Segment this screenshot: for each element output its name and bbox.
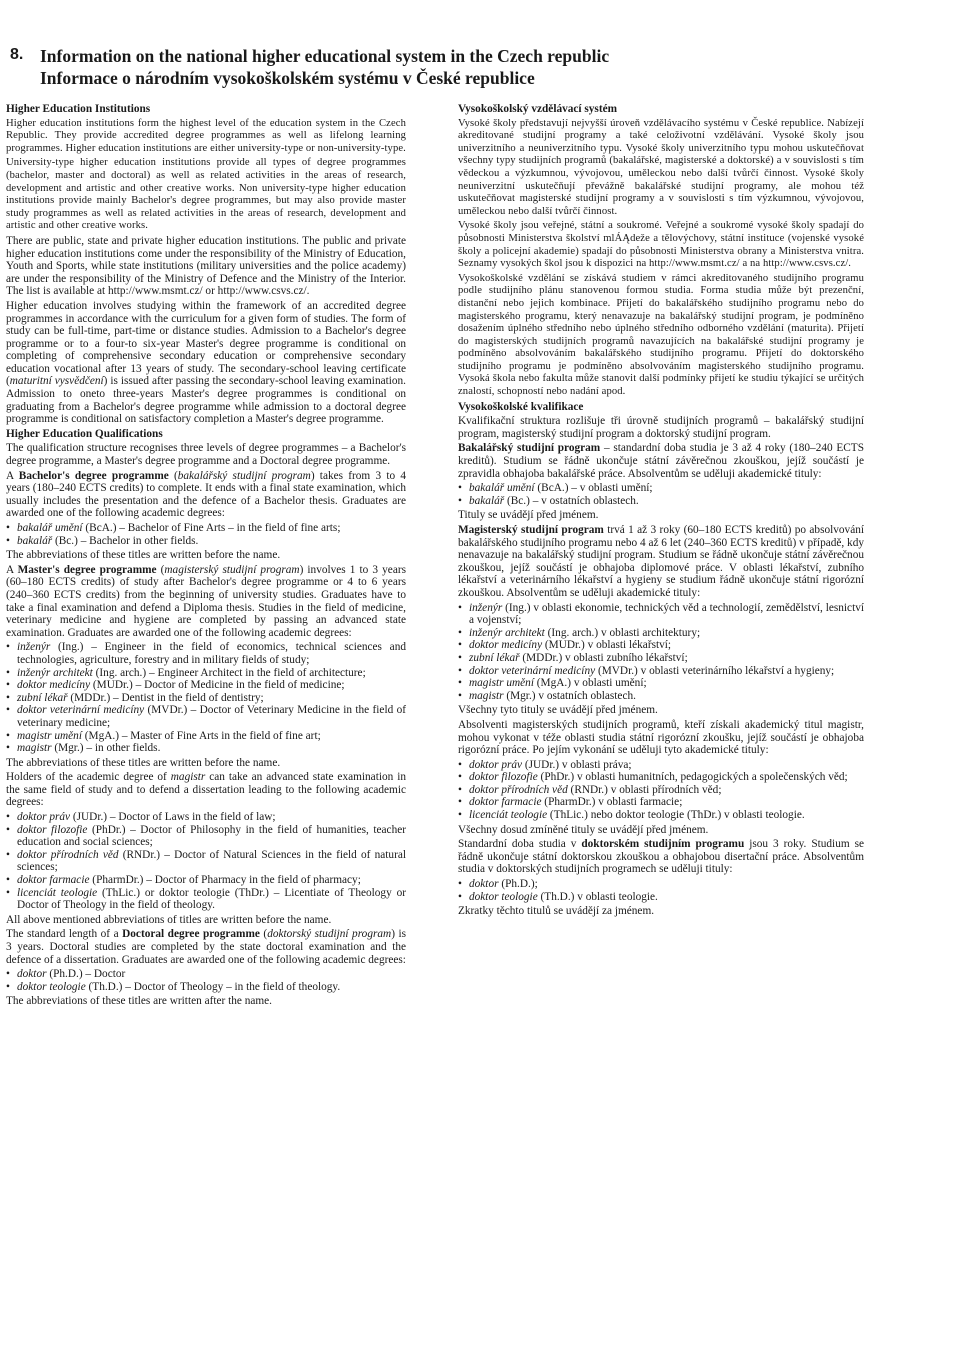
list-item: • doktor filozofie (PhDr.) v oblasti humanitních, pedagogických a společenských věd; bbox=[458, 771, 864, 784]
master-degree-list-cz bbox=[458, 602, 864, 703]
list-item: • bakalář umění (BcA.) – v oblasti umění; bbox=[458, 482, 864, 495]
list-item: • doktor přírodních věd (RNDr.) v oblasti přírodních věd; bbox=[458, 784, 864, 797]
list-item: • doktor práv (JUDr.) – Doctor of Laws in the field of law; bbox=[6, 811, 406, 824]
list-item: • doktor přírodních věd (RNDr.) – Doctor of Natural Sciences in the field of natural sciences; bbox=[6, 849, 406, 874]
list-item: • doktor veterinární medicíny (MVDr.) v oblasti veterinárního lékařství a hygieny; bbox=[458, 665, 864, 678]
paragraph: The abbreviations of these titles are written before the name. bbox=[6, 549, 281, 562]
paragraph: Vysoké školy představují nejvyšší úroveň vzdělávacího systému v České republice. Nabízejí akreditované studijní programy a také celoživotní vzdělávání. Vysoké školy jsou univerzitního a neuniverzitního typu. Vysoké školy univerzitního typu mohou uskutečňovat všechny typy studijních programů (bakalářské, magisterské a doktorské) a v souvislosti s tím vědeckou a výzkumnou, vývojovou, uměleckou nebo další tvůrčí činnost. Vysoké školy neuniverzitní uskutečňují převážně bakalářské studijní programy, ale mohou též uskutečňovat magisterské studijní programy a v souvislosti s tím výzkumnou, vývojovou, uměleckou nebo další tvůrčí činnost. bbox=[458, 117, 864, 217]
english-column bbox=[6, 103, 406, 1010]
list-item: • magistr umění (MgA.) – Master of Fine Arts in the field of fine art; bbox=[6, 730, 406, 743]
section-number: 8. bbox=[10, 46, 24, 63]
list-item: • bakalář (Bc.) – v ostatních oblastech. bbox=[458, 495, 864, 508]
list-item: • doktor veterinární medicíny (MVDr.) – Doctor of Veterinary Medicine in the field of veterinary medicine; bbox=[6, 704, 406, 729]
list-item: • doktor farmacie (PharmDr.) – Doctor of Pharmacy in the field of pharmacy; bbox=[6, 874, 406, 887]
paragraph: Vysokoškolské vzdělání se získává studiem v rámci akreditovaného studijního programu podle studijního plánu stanovenou formou studia. Forma studia může být prezenční, distanční nebo jejich kombinace. Přijetí do bakalářského studijního programu nebo do magisterského programu, který nenavazuje na bakalářský studijní program, je podmíněno dosažením úplného středního nebo úplného středního odborného vzdělání (maturita). Přijetí do magisterských studijních programů navazujících na bakalářské studijní programy je podmíněno absolvováním bakalářského studijního programu. Přijetí do doktorského studijního programu je podmíněno absolvováním magisterského studijního programu. Vysoká škola nebo fakulta může stanovit další podmínky přijetí ke studiu týkající se určitých znalostí, schopností nebo nadání apod. bbox=[458, 272, 864, 398]
heading-qualifications: Higher Education Qualifications bbox=[6, 427, 163, 440]
paragraph: Všechny dosud zmíněné tituly se uvádějí před jménem. bbox=[458, 823, 709, 836]
list-item: • doktor teologie (Th.D.) – Doctor of Theology – in the field of theology. bbox=[6, 981, 406, 994]
advanced-degree-list-cz bbox=[458, 759, 864, 822]
paragraph: Holders of the academic degree of magistr can take an advanced state examination in the same field of study and to defend a dissertation leading to the following academic degrees: bbox=[6, 771, 406, 809]
paragraph: Absolventi magisterských studijních programů, kteří získali akademický titul magistr, mohou vykonat v téže oblasti studia státní rigorózní zkoušku, jejíž součástí je obhajoba rigorózní práce. Po jejím vykonání se uděluji tyto akademické tituly: bbox=[458, 718, 864, 757]
title-english: Information on the national higher educational system in the Czech republic bbox=[40, 46, 610, 66]
list-item: • doktor medicíny (MUDr.) v oblasti lékařství; bbox=[458, 639, 864, 652]
advanced-degree-list bbox=[6, 811, 406, 912]
paragraph: Všechny tyto tituly se uvádějí před jménem. bbox=[458, 704, 658, 717]
list-item: • inženýr architekt (Ing. arch.) – Engineer Architect in the field of architecture; bbox=[6, 667, 406, 680]
list-item: • licenciát teologie (ThLic.) or doktor teologie (ThDr.) – Licentiate of Theology or Doctor of Theology in the field of theology. bbox=[6, 887, 406, 912]
bachelor-degree-list bbox=[6, 522, 406, 547]
paragraph: Higher education institutions form the highest level of the education system in the Czech Republic. They provide accredited degree programmes as well as lifelong learning programmes. Higher education institutions are either university-type or non-university-type. bbox=[6, 117, 406, 154]
paragraph: University-type higher education institutions provide all types of degree programmes (bachelor, master and doctoral) as well as related activities in the areas of research, development and artistic and other creative works. Non university-type higher education institutions provide mainly Bachelor's degree programmes, but may also provide master study programmes as well as related activities in the areas of research, development and artistic and other creative works. bbox=[6, 157, 406, 232]
list-item: • magistr umění (MgA.) v oblasti umění; bbox=[458, 677, 864, 690]
doctoral-degree-list bbox=[6, 968, 406, 993]
heading-system: Vysokoškolský vzdělávací systém bbox=[458, 103, 618, 115]
paragraph: The qualification structure recognises three levels of degree programmes – a Bachelor's degree programme, a Master's degree programme and a Doctoral degree programme. bbox=[6, 442, 406, 468]
heading-institutions: Higher Education Institutions bbox=[6, 103, 151, 115]
paragraph: Vysoké školy jsou veřejné, státní a soukromé. Veřejné a soukromé vysoké školy spadají do působnosti Ministerstva školství mlÁĄdeže a tělovýchovy, státní instituce (vojenské vysoké školy a policejní akademie) spadají do působnosti Ministerstva obrany a Ministerstva vnitra. Seznamy vysokých škol jsou k dispozici na http://www.msmt.cz/ a na http://www.csvs.cz/. bbox=[458, 220, 864, 270]
paragraph: The abbreviations of these titles are written before the name. bbox=[6, 756, 281, 769]
list-item: • magistr (Mgr.) v ostatních oblastech. bbox=[458, 690, 864, 703]
paragraph: A Bachelor's degree programme (bakalářský studijní program) takes from 3 to 4 years (180–240 ECTS credits) to complete. It ends with a final state examination, which usually includes the presentation and the defence of a Bachelor thesis. Graduates are awarded one of the following academic degrees: bbox=[6, 469, 406, 520]
list-item: • inženýr architekt (Ing. arch.) v oblasti architektury; bbox=[458, 627, 864, 640]
czech-column bbox=[458, 103, 864, 920]
list-item: • licenciát teologie (ThLic.) nebo doktor teologie (ThDr.) v oblasti teologie. bbox=[458, 809, 864, 822]
list-item: • bakalář umění (BcA.) – Bachelor of Fine Arts – in the field of fine arts; bbox=[6, 522, 406, 535]
paragraph: Zkratky těchto titulů se uvádějí za jménem. bbox=[458, 905, 655, 918]
heading-qualifications-cz: Vysokoškolské kvalifikace bbox=[458, 400, 584, 413]
paragraph: Bakalářský studijní program – standardní doba studia je 3 až 4 roky (180–240 ECTS kreditů). Studium se řádně ukončuje státní závěrečnou zkouškou, jejíž součástí je zpravidla obhajoba bakalářské práce. Absolventům se uděluji akademické tituly: bbox=[458, 442, 864, 480]
list-item: • bakalář (Bc.) – Bachelor in other fields. bbox=[6, 535, 406, 548]
master-degree-list bbox=[6, 641, 406, 754]
title-czech: Informace o národním vysokoškolském systému v České republice bbox=[40, 68, 535, 88]
list-item: • doktor (Ph.D.) – Doctor bbox=[6, 968, 406, 981]
list-item: • doktor teologie (Th.D.) v oblasti teologie. bbox=[458, 891, 864, 904]
paragraph: Kvalifikační struktura rozlišuje tři úrovně studijních programů – bakalářský studijní program, magisterský studijní program a doktorský studijní program. bbox=[458, 415, 864, 440]
list-item: • inženýr (Ing.) v oblasti ekonomie, technických věd a technologií, zemědělství, lesnictví a vojenství; bbox=[458, 602, 864, 627]
paragraph: There are public, state and private higher education institutions. The public and private higher education institutions come under the responsibility of the Ministry of Education, Youth and Sports, while state institutions (military universities and the police academy) are under the responsibility of the Ministry of Defence and the Ministry of the Interior. The list is available at http://www.msmt.cz/ or http://www.csvs.cz/. bbox=[6, 234, 406, 298]
list-item: • zubní lékař (MDDr.) – Dentist in the field of dentistry; bbox=[6, 692, 406, 705]
paragraph: Magisterský studijní program trvá 1 až 3 roky (60–180 ECTS kreditů) po absolvování bakalářského studijního programu nebo 4 až 6 let (240–360 ECTS kreditů) v případě, kdy nenavazuje na bakalářský studijní program. Studium se řádně ukončuje státní závěrečnou zkouškou, jejíž součástí je obhajoba diplomové práce. V oblasti lékařství, zubního lékařství a veterinárního lékařství a hygieny se studium řádně ukončuje státní rigorózní zkouškou. Absolventům se uděluji akademické tituly: bbox=[458, 524, 864, 599]
paragraph: All above mentioned abbreviations of titles are written before the name. bbox=[6, 913, 332, 926]
list-item: • doktor farmacie (PharmDr.) v oblasti farmacie; bbox=[458, 796, 864, 809]
paragraph: The abbreviations of these titles are written after the name. bbox=[6, 995, 272, 1008]
list-item: • doktor filozofie (PhDr.) – Doctor of Philosophy in the field of humanities, teacher education and social sciences; bbox=[6, 824, 406, 849]
list-item: • inženýr (Ing.) – Engineer in the field of economics, technical sciences and technologies, agriculture, forestry and in military fields of study; bbox=[6, 641, 406, 666]
paragraph: A Master's degree programme (magisterský studijní program) involves 1 to 3 years (60–180 ECTS credits) of study after Bachelor's degree programme or 4 to 6 years (240–360 ECTS credits) from the beginning of university studies. Graduates have to take a final examination and defend a Diploma thesis. Studies in the field of medicine, veterinary medicine and hygiene are completed by passing an advanced state examination. Graduates are awarded one of the following academic degrees: bbox=[6, 563, 406, 639]
paragraph: The standard length of a Doctoral degree programme (doktorský studijní program) is 3 years. Doctoral studies are completed by the state doctoral examination and the defence of a dissertation. Graduates are awarded one of the following academic degrees: bbox=[6, 928, 407, 966]
bachelor-degree-list-cz bbox=[458, 482, 864, 507]
doctoral-degree-list-cz bbox=[458, 878, 864, 903]
list-item: • doktor práv (JUDr.) v oblasti práva; bbox=[458, 759, 864, 772]
paragraph: Higher education involves studying within the framework of an accredited degree programmes in accordance with the curriculum for a given form of studies. The form of study can be full-time, part-time or distance studies. Admission to a Bachelor's degree programme or to a four-to six-year Master's degree programme is conditional on completing of comprehensive secondary education or comprehensive secondary education vocational after 13 years of study. The secondary-school leaving certificate (maturitní vysvědčení) is issued after passing the secondary-school leaving examination. Admission to oneto three-years Master's degree programmes is conditional on graduating from a Bachelor's degree programme while admission to a doctoral degree programme is conditional on satisfactory completion a Master's degree programme. bbox=[6, 299, 406, 426]
paragraph: Tituly se uvádějí před jménem. bbox=[458, 509, 599, 522]
list-item: • doktor medicíny (MUDr.) – Doctor of Medicine in the field of medicine; bbox=[6, 679, 406, 692]
list-item: • zubní lékař (MDDr.) v oblasti zubního lékařství; bbox=[458, 652, 864, 665]
list-item: • magistr (Mgr.) – in other fields. bbox=[6, 742, 406, 755]
list-item: • doktor (Ph.D.); bbox=[458, 878, 864, 891]
paragraph: Standardní doba studia v doktorském studijním programu jsou 3 roky. Studium se řádně ukončuje státní doktorskou zkouškou a obhajobou disertační práce. Absolventům studia v doktorských studijních programech se uděluji tituly: bbox=[458, 838, 864, 876]
